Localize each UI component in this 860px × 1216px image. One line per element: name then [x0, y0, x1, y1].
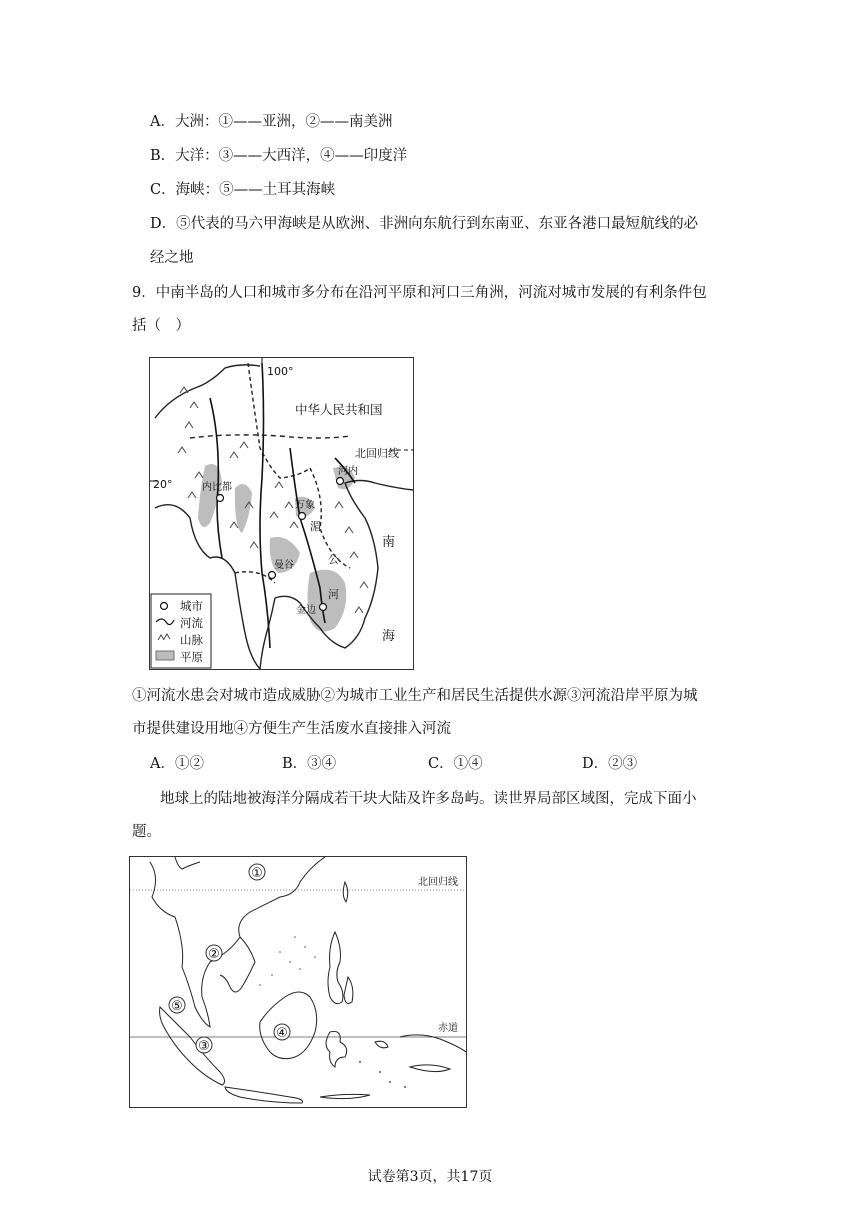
- q8-option-c: C．海峡：⑤——土耳其海峡: [150, 182, 336, 198]
- mountain-range: [270, 482, 298, 528]
- q9-choice-c: C．①④: [428, 756, 483, 772]
- island: [160, 1007, 225, 1085]
- marker-5: ⑤: [171, 999, 183, 1014]
- river: [260, 363, 270, 648]
- tropic-label: 北回归线: [355, 447, 399, 460]
- indochina-map: [149, 357, 414, 670]
- q9-choice-a: A．①②: [150, 756, 204, 772]
- mountain-range: [178, 387, 203, 498]
- city-marker-phnompenh: [320, 604, 327, 611]
- plain-area: [308, 570, 347, 632]
- island: [410, 1065, 450, 1072]
- city-marker-bangkok: [269, 572, 276, 579]
- marker-2: ②: [208, 947, 220, 962]
- border: [190, 435, 350, 438]
- q8-option-d: D．⑤代表的马六甲海峡是从欧洲、非洲向东航行到东南亚、东亚各港口最短航线的必: [150, 216, 699, 232]
- plain-area: [235, 484, 252, 533]
- city-label-bangkok: 曼谷: [274, 560, 294, 571]
- latitude-label: 20°: [153, 478, 173, 491]
- coastline: [220, 937, 255, 992]
- river-label-1: 湄: [310, 520, 321, 533]
- island: [328, 932, 343, 1004]
- city-label-phnompenh: 金边: [296, 605, 316, 616]
- legend-city: 城市: [180, 599, 203, 613]
- southeast-asia-map: [129, 856, 467, 1108]
- marker-1: ①: [251, 866, 263, 881]
- q8-option-a: A．大洲：①——亚洲，②——南美洲: [150, 114, 393, 130]
- map-legend: [151, 594, 211, 668]
- q9-statements: ①河流水患会对城市造成威胁②为城市工业生产和居民生活提供水源③河流沿岸平原为城: [132, 688, 698, 704]
- city-label-vientiane: 万象: [295, 500, 315, 511]
- passage-line-2: 题。: [132, 824, 161, 840]
- island: [260, 992, 317, 1059]
- island: [343, 882, 348, 902]
- marker-4: ④: [276, 1026, 288, 1041]
- legend-mountain: 山脉: [180, 633, 203, 647]
- river-label-3: 河: [328, 588, 339, 601]
- q9-statements-cont: 市提供建设用地④方便生产生活废水直接排入河流: [132, 721, 451, 737]
- river-label-2: 公: [328, 553, 339, 566]
- legend-river: 河流: [180, 616, 203, 630]
- sea-label-2: 海: [382, 629, 396, 644]
- city-label-hanoi: 河内: [338, 466, 358, 477]
- coastline: [155, 365, 260, 418]
- longitude-label: 100°: [267, 365, 294, 378]
- q9-stem: 9．中南半岛的人口和城市多分布在沿河平原和河口三角洲，河流对城市发展的有利条件包: [132, 285, 707, 301]
- legend-plain: 平原: [180, 650, 203, 664]
- island: [344, 977, 353, 1003]
- q9-choice-b: B．③④: [282, 756, 337, 772]
- city-marker-naypyidaw: [217, 495, 224, 502]
- city-marker-hanoi: [337, 478, 344, 485]
- q8-option-b: B．大洋：③——大西洋，④——印度洋: [150, 148, 408, 164]
- country-label: 中华人民共和国: [295, 402, 383, 417]
- page-footer: 试卷第3页，共17页: [367, 1169, 493, 1185]
- q8-option-d-cont: 经之地: [150, 250, 194, 266]
- island: [400, 1035, 466, 1052]
- sea-label-1: 南: [382, 535, 396, 550]
- city-marker-vientiane: [299, 513, 306, 520]
- q9-choice-d: D．②③: [582, 756, 638, 772]
- equator-label: 赤道: [438, 1023, 458, 1034]
- border: [248, 363, 310, 478]
- island: [225, 1087, 303, 1103]
- island: [375, 1041, 388, 1048]
- q9-stem-cont: 括（ ）: [132, 318, 190, 334]
- marker-3: ③: [198, 1039, 210, 1054]
- city-label-naypyidaw: 内比都: [202, 482, 232, 493]
- island: [320, 1094, 370, 1098]
- passage-line-1: 地球上的陆地被海洋分隔成若干块大陆及许多岛屿。读世界局部区域图，完成下面小: [160, 791, 697, 807]
- coastline: [175, 857, 200, 869]
- tropic-label: 北回归线: [418, 877, 458, 888]
